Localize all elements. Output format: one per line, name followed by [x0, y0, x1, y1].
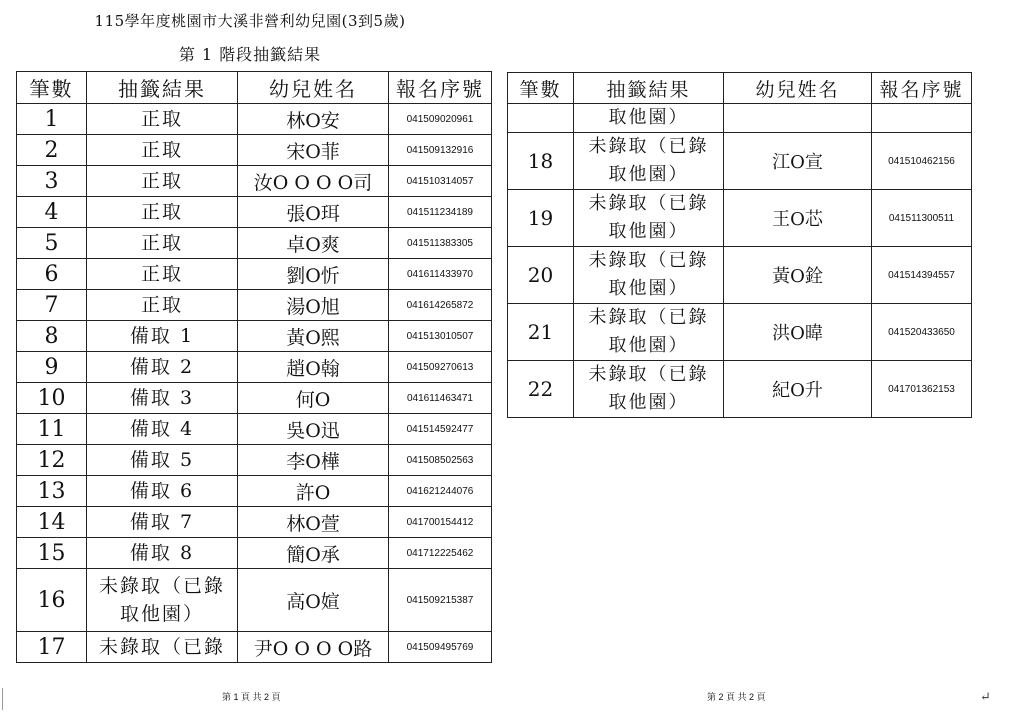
row-child-name: 王O芯 [724, 190, 872, 247]
row-result-line-1: 未錄取（已錄 [588, 364, 709, 385]
row-child-name: 張O珥 [238, 197, 389, 228]
row-number [508, 104, 574, 133]
row-number: 12 [17, 445, 87, 476]
row-child-name [724, 104, 872, 133]
row-child-name: 汝O O O O司 [238, 166, 389, 197]
row-result: 正取 [87, 166, 238, 197]
table-row [17, 632, 492, 663]
row-result: 正取 [87, 290, 238, 321]
header-child-name: 幼兒姓名 [238, 72, 389, 104]
row-child-name: 劉O忻 [238, 259, 389, 290]
results-table-page-2 [507, 72, 972, 418]
row-number: 4 [17, 197, 87, 228]
row-result-line-1: 未錄取（已錄 [588, 250, 709, 271]
row-number: 8 [17, 321, 87, 352]
row-serial [872, 104, 972, 133]
row-serial: 041514592477 [389, 414, 492, 445]
row-result: 備取 2 [87, 352, 238, 383]
row-result-line-1: 未錄取（已錄 [588, 193, 709, 214]
row-serial: 041513010507 [389, 321, 492, 352]
row-result: 正取 [87, 228, 238, 259]
row-child-name: 高O媗 [238, 569, 389, 632]
table-row [508, 190, 972, 247]
row-result: 備取 4 [87, 414, 238, 445]
row-result-line-1: 未錄取（已錄 [588, 307, 709, 328]
table-header-row [508, 73, 972, 104]
row-serial: 041509495769 [389, 632, 492, 663]
row-result: 備取 5 [87, 445, 238, 476]
footer-page-2: 第 2 頁 共 2 頁 [707, 692, 766, 702]
row-serial: 041510314057 [389, 166, 492, 197]
row-number: 7 [17, 290, 87, 321]
row-serial: 041520433650 [872, 304, 972, 361]
row-number: 9 [17, 352, 87, 383]
row-child-name: 紀O升 [724, 361, 872, 418]
row-child-name: 趙O翰 [238, 352, 389, 383]
row-result-line-2: 取他園） [608, 335, 689, 356]
row-serial: 041509215387 [389, 569, 492, 632]
row-result-line-2: 取他園） [119, 603, 204, 625]
header-serial: 報名序號 [872, 73, 972, 104]
table-row [17, 290, 492, 321]
row-number: 20 [508, 247, 574, 304]
row-number: 17 [17, 632, 87, 663]
row-result: 正取 [87, 197, 238, 228]
table-row [17, 383, 492, 414]
row-number: 11 [17, 414, 87, 445]
row-result [574, 304, 724, 361]
page-edge-line [2, 688, 3, 710]
header-child-name: 幼兒姓名 [724, 73, 872, 104]
table-row [17, 197, 492, 228]
row-result: 備取 6 [87, 476, 238, 507]
row-serial: 041509020961 [389, 104, 492, 135]
row-serial: 041511234189 [389, 197, 492, 228]
row-serial: 041701362153 [872, 361, 972, 418]
row-serial: 041509132916 [389, 135, 492, 166]
row-number: 3 [17, 166, 87, 197]
document-subtitle: 第 1 階段抽籤結果 [178, 45, 322, 64]
row-result-line-2: 取他園） [608, 392, 689, 413]
row-number: 6 [17, 259, 87, 290]
table-row [17, 445, 492, 476]
row-child-name: 簡O承 [238, 538, 389, 569]
table-row [17, 352, 492, 383]
header-count: 筆數 [17, 72, 87, 104]
row-result: 正取 [87, 135, 238, 166]
row-number: 22 [508, 361, 574, 418]
row-serial: 041510462156 [872, 133, 972, 190]
row-child-name: 洪O暐 [724, 304, 872, 361]
row-child-name: 林O安 [238, 104, 389, 135]
row-child-name: 林O萱 [238, 507, 389, 538]
paragraph-mark-icon: ↵ [980, 690, 991, 705]
row-serial: 041614265872 [389, 290, 492, 321]
row-serial: 041700154412 [389, 507, 492, 538]
row-result-line-1: 未錄取（已錄 [588, 136, 709, 157]
row-result: 備取 8 [87, 538, 238, 569]
table-row [17, 104, 492, 135]
row-child-name: 尹O O O O路 [238, 632, 389, 663]
row-serial: 041509270613 [389, 352, 492, 383]
row-number: 10 [17, 383, 87, 414]
table-row [17, 414, 492, 445]
results-table-page-1 [16, 71, 492, 663]
table-row [17, 228, 492, 259]
row-child-name: 許O [238, 476, 389, 507]
row-result: 未錄取（已錄 [87, 632, 238, 663]
table-row [17, 321, 492, 352]
header-result: 抽籤結果 [574, 73, 724, 104]
row-serial: 041611463471 [389, 383, 492, 414]
row-result-line-1: 未錄取（已錄 [98, 575, 225, 597]
table-header-row [17, 72, 492, 104]
table-row [17, 135, 492, 166]
table-row [17, 166, 492, 197]
row-result [574, 133, 724, 190]
table-row [17, 476, 492, 507]
row-child-name: 卓O爽 [238, 228, 389, 259]
row-child-name: 何O [238, 383, 389, 414]
row-result [574, 247, 724, 304]
row-result-line-2: 取他園） [608, 278, 689, 299]
row-child-name: 湯O旭 [238, 290, 389, 321]
row-serial: 041621244076 [389, 476, 492, 507]
table-row [508, 361, 972, 418]
row-serial: 041712225462 [389, 538, 492, 569]
row-result-continuation: 取他園） [574, 104, 724, 133]
row-child-name: 黃O熙 [238, 321, 389, 352]
table-row [508, 133, 972, 190]
document-title: 115學年度桃園市大溪非營利幼兒園(3到5歲) [94, 12, 406, 30]
row-number: 5 [17, 228, 87, 259]
table-row [508, 304, 972, 361]
row-number: 13 [17, 476, 87, 507]
row-child-name: 宋O菲 [238, 135, 389, 166]
row-serial: 041611433970 [389, 259, 492, 290]
table-row [17, 538, 492, 569]
row-child-name: 江O宣 [724, 133, 872, 190]
table-row [508, 247, 972, 304]
header-result: 抽籤結果 [87, 72, 238, 104]
table-row [17, 259, 492, 290]
table-row [17, 569, 492, 632]
row-result-line-2: 取他園） [608, 221, 689, 242]
row-number: 1 [17, 104, 87, 135]
row-result: 正取 [87, 259, 238, 290]
header-count: 筆數 [508, 73, 574, 104]
row-number: 21 [508, 304, 574, 361]
continuation-row [508, 104, 972, 133]
row-serial: 041511300511 [872, 190, 972, 247]
row-result [574, 190, 724, 247]
row-number: 16 [17, 569, 87, 632]
row-number: 14 [17, 507, 87, 538]
header-serial: 報名序號 [389, 72, 492, 104]
row-result: 備取 3 [87, 383, 238, 414]
row-child-name: 吳O迅 [238, 414, 389, 445]
footer-page-1: 第 1 頁 共 2 頁 [222, 692, 281, 702]
row-result [87, 569, 238, 632]
row-result-line-2: 取他園） [608, 164, 689, 185]
row-result: 備取 7 [87, 507, 238, 538]
row-serial: 041508502563 [389, 445, 492, 476]
row-serial: 041514394557 [872, 247, 972, 304]
table-row [17, 507, 492, 538]
row-serial: 041511383305 [389, 228, 492, 259]
row-number: 2 [17, 135, 87, 166]
row-number: 15 [17, 538, 87, 569]
row-result: 備取 1 [87, 321, 238, 352]
row-child-name: 李O樺 [238, 445, 389, 476]
row-number: 18 [508, 133, 574, 190]
row-result [574, 361, 724, 418]
row-result: 正取 [87, 104, 238, 135]
row-number: 19 [508, 190, 574, 247]
row-child-name: 黃O銓 [724, 247, 872, 304]
